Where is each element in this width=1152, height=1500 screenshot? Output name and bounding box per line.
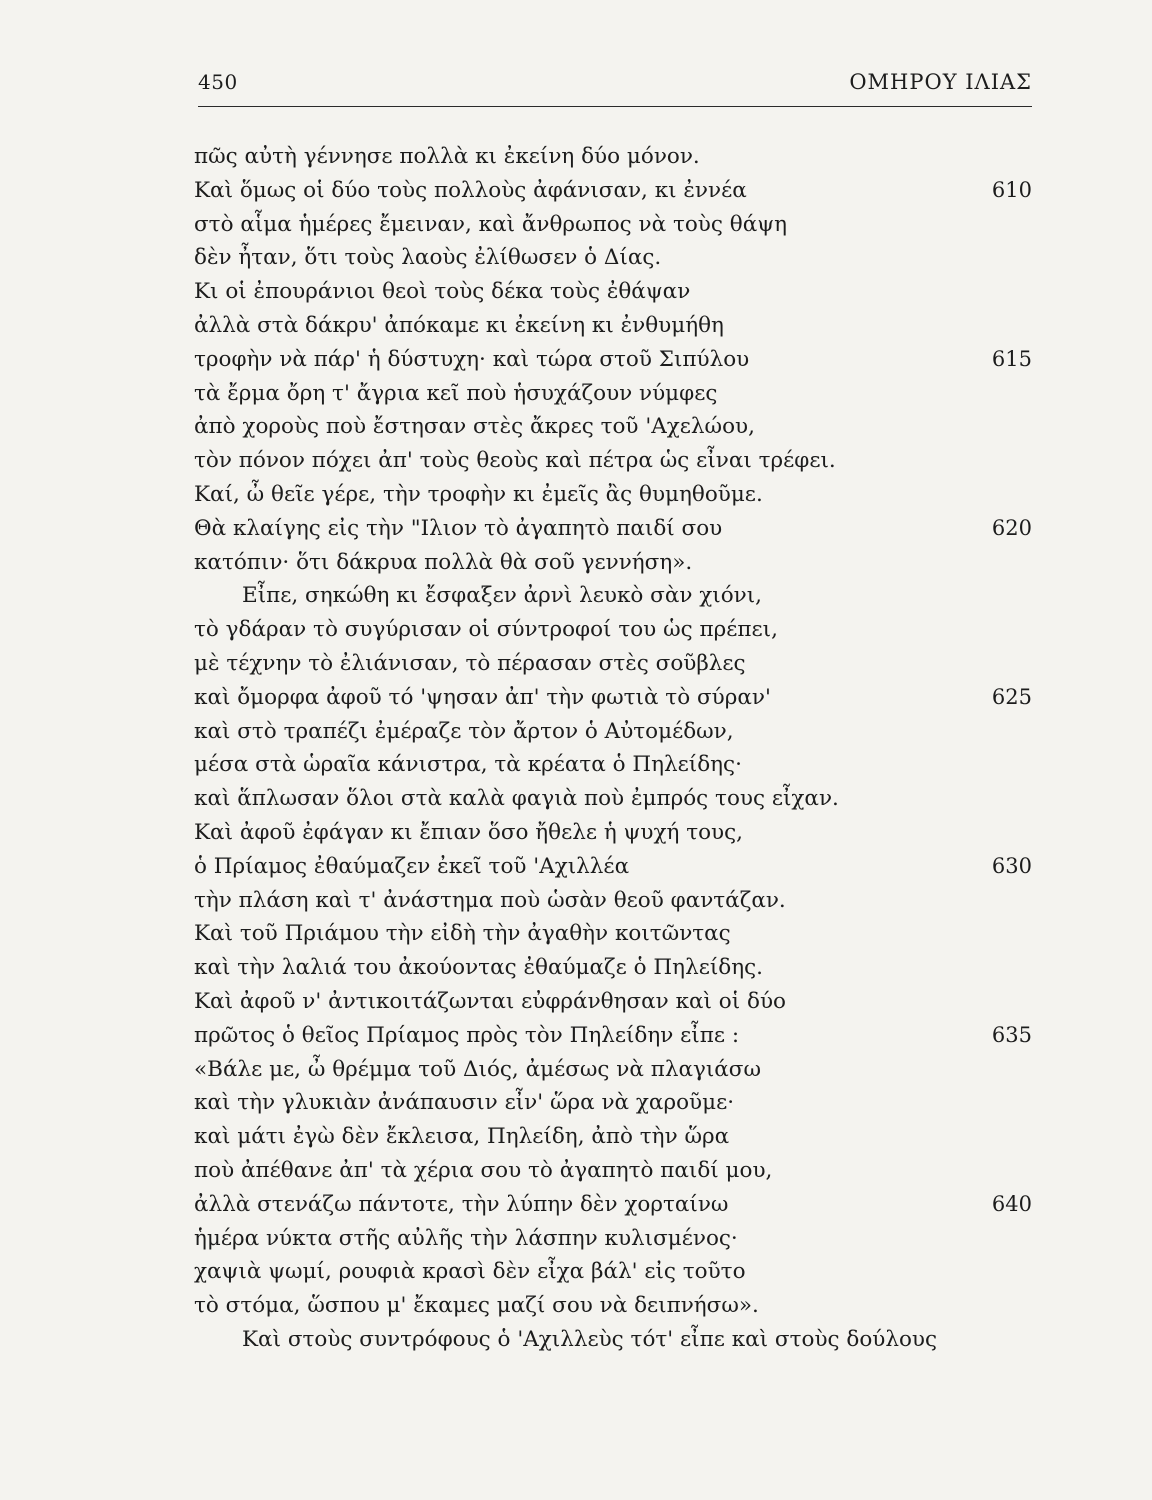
verse-line [194,1154,1040,1188]
verse-line [194,1222,1040,1256]
verse-line [194,782,1040,816]
verse-text: καὶ ἅπλωσαν ὅλοι στὰ καλὰ φαγιὰ ποὺ ἐμπρός τους εἶχαν. [194,786,839,812]
verse-text: Καὶ ἀφοῦ ν' ἀντικοιτάζωνται εὐφράνθησαν καὶ οἱ δύο [194,988,786,1014]
verse-text: τὸ γδάραν τὸ συγύρισαν οἱ σύντροφοί του ὡς πρέπει, [194,617,778,643]
verse-text: πρῶτος ὁ θεῖος Πρίαμος πρὸς τὸν Πηλείδην εἶπε : [194,1022,740,1048]
verse-line [194,1255,1040,1289]
verse-line [194,917,1040,951]
verse-line [194,579,1040,613]
page-header [198,70,1032,104]
verse-line [194,241,1040,275]
verse-text: στὸ αἷμα ἡμέρες ἔμειναν, καὶ ἄνθρωπος νὰ τοὺς θάψη [194,211,787,237]
verse-text: καὶ μάτι ἐγὼ δὲν ἔκλεισα, Πηλείδη, ἀπὸ τὴν ὥρα [194,1124,730,1150]
verse-text: πῶς αὐτὴ γέννησε πολλὰ κι ἐκείνη δύο μόνον. [194,144,700,169]
line-number: 610 [991,177,1032,202]
verse-line [194,884,1040,918]
verse-line [194,681,1040,715]
line-number: 625 [991,684,1032,709]
line-number: 615 [991,346,1032,371]
verse-text: ἀπὸ χοροὺς ποὺ ἔστησαν στὲς ἄκρες τοῦ 'Αχελώου, [194,414,755,440]
verse-text: κατόπιν· ὅτι δάκρυα πολλὰ θὰ σοῦ γεννήση». [194,549,693,575]
verse-line [194,444,1040,478]
page-number: 450 [198,70,238,94]
verse-text: ἀλλὰ στενάζω πάντοτε, τὴν λύπην δὲν χορταίνω [194,1191,729,1217]
verse-text: ἀλλὰ στὰ δάκρυ' ἀπόκαμε κι ἐκείνη κι ἐνθυμήθη [194,312,724,338]
line-number: 635 [991,1022,1032,1047]
verse-line [194,410,1040,444]
verse-line [194,275,1040,309]
verse-text: Καὶ τοῦ Πριάμου τὴν εἰδὴ τὴν ἀγαθὴν κοιτῶντας [194,921,731,947]
verse-text: ἡμέρα νύκτα στῆς αὐλῆς τὴν λάσπην κυλισμένος· [194,1225,738,1251]
verse-line [194,850,1040,884]
verse-line [194,985,1040,1019]
verse-text: τροφὴν νὰ πάρ' ἡ δύστυχη· καὶ τώρα στοῦ Σιπύλου [194,346,750,372]
verse-text: τὸν πόνον πόχει ἀπ' τοὺς θεοὺς καὶ πέτρα ὡς εἶναι τρέφει. [194,448,836,474]
verse-line [194,613,1040,647]
verse-line [194,1086,1040,1120]
line-number: 630 [991,853,1032,878]
verse-text: Εἶπε, σηκώθη κι ἔσφαξεν ἀρνὶ λευκὸ σὰν χιόνι, [242,583,762,609]
running-title: ΟΜΗΡΟΥ ΙΛΙΑΣ [849,70,1032,94]
verse-line [194,546,1040,580]
verse-line [194,377,1040,411]
verse-line [194,715,1040,749]
line-number: 620 [991,515,1032,540]
verse-line [194,816,1040,850]
verse-line [194,1053,1040,1087]
verse-line [194,478,1040,512]
verse-line [194,343,1040,377]
verse-line [194,1289,1040,1323]
header-rule [198,106,1032,107]
verse-text: καὶ στὸ τραπέζι ἐμέραζε τὸν ἄρτον ὁ Αὐτομέδων, [194,718,734,744]
verse-text: δὲν ἦταν, ὅτι τοὺς λαοὺς ἐλίθωσεν ὁ Δίας. [194,245,662,271]
verse-text: καὶ ὄμορφα ἀφοῦ τό 'ψησαν ἀπ' τὴν φωτιὰ τὸ σύραν' [194,684,771,710]
verse-text: Κι οἱ ἐπουράνιοι θεοὶ τοὺς δέκα τοὺς ἐθάψαν [194,279,691,305]
verse-line [194,748,1040,782]
verse-line [194,174,1040,208]
verse-text: ὁ Πρίαμος ἐθαύμαζεν ἐκεῖ τοῦ 'Αχιλλέα [194,853,630,879]
verse-block [194,140,1040,1357]
verse-text: μέσα στὰ ὡραῖα κάνιστρα, τὰ κρέατα ὁ Πηλείδης· [194,752,742,778]
verse-text: τὴν πλάση καὶ τ' ἀνάστημα ποὺ ὡσὰν θεοῦ φαντάζαν. [194,887,786,913]
verse-text: «Βάλε με, ὦ θρέμμα τοῦ Διός, ἀμέσως νὰ πλαγιάσω [194,1056,762,1082]
verse-text: μὲ τέχνην τὸ ἐλιάνισαν, τὸ πέρασαν στὲς σοῦβλες [194,650,746,676]
verse-text: τὰ ἔρμα ὄρη τ' ἄγρια κεῖ ποὺ ἡσυχάζουν νύμφες [194,380,718,406]
verse-text: Καί, ὦ θεῖε γέρε, τὴν τροφὴν κι ἐμεῖς ἂς θυμηθοῦμε. [194,481,763,507]
line-number: 640 [991,1191,1032,1216]
verse-line [194,1019,1040,1053]
verse-line [194,512,1040,546]
verse-text: τὸ στόμα, ὥσπου μ' ἔκαμες μαζί σου νὰ δειπνήσω». [194,1293,759,1319]
verse-text: Καὶ ἀφοῦ ἐφάγαν κι ἔπιαν ὅσο ἤθελε ἡ ψυχή τους, [194,819,744,845]
verse-line [194,140,1040,174]
verse-line [194,1120,1040,1154]
verse-text: ποὺ ἀπέθανε ἀπ' τὰ χέρια σου τὸ ἀγαπητὸ παιδί μου, [194,1157,773,1183]
verse-text: χαψιὰ ψωμί, ρουφιὰ κρασὶ δὲν εἶχα βάλ' εἰς τοῦτο [194,1259,746,1285]
verse-text: καὶ τὴν γλυκιὰν ἀνάπαυσιν εἶν' ὥρα νὰ χαροῦμε· [194,1090,735,1116]
verse-line [194,1188,1040,1222]
verse-line [194,647,1040,681]
verse-text: Καὶ ὅμως οἱ δύο τοὺς πολλοὺς ἀφάνισαν, κι ἐννέα [194,177,747,203]
verse-text: Θὰ κλαίγης εἰς τὴν "Ιλιον τὸ ἀγαπητὸ παιδί σου [194,515,723,541]
verse-line [194,309,1040,343]
verse-text: καὶ τὴν λαλιά του ἀκούοντας ἐθαύμαζε ὁ Πηλείδης. [194,955,763,981]
verse-text: Καὶ στοὺς συντρόφους ὁ 'Αχιλλεὺς τότ' εἶπε καὶ στοὺς δούλους [242,1326,938,1352]
verse-line [194,951,1040,985]
verse-line [194,208,1040,242]
verse-line [194,1323,1040,1357]
